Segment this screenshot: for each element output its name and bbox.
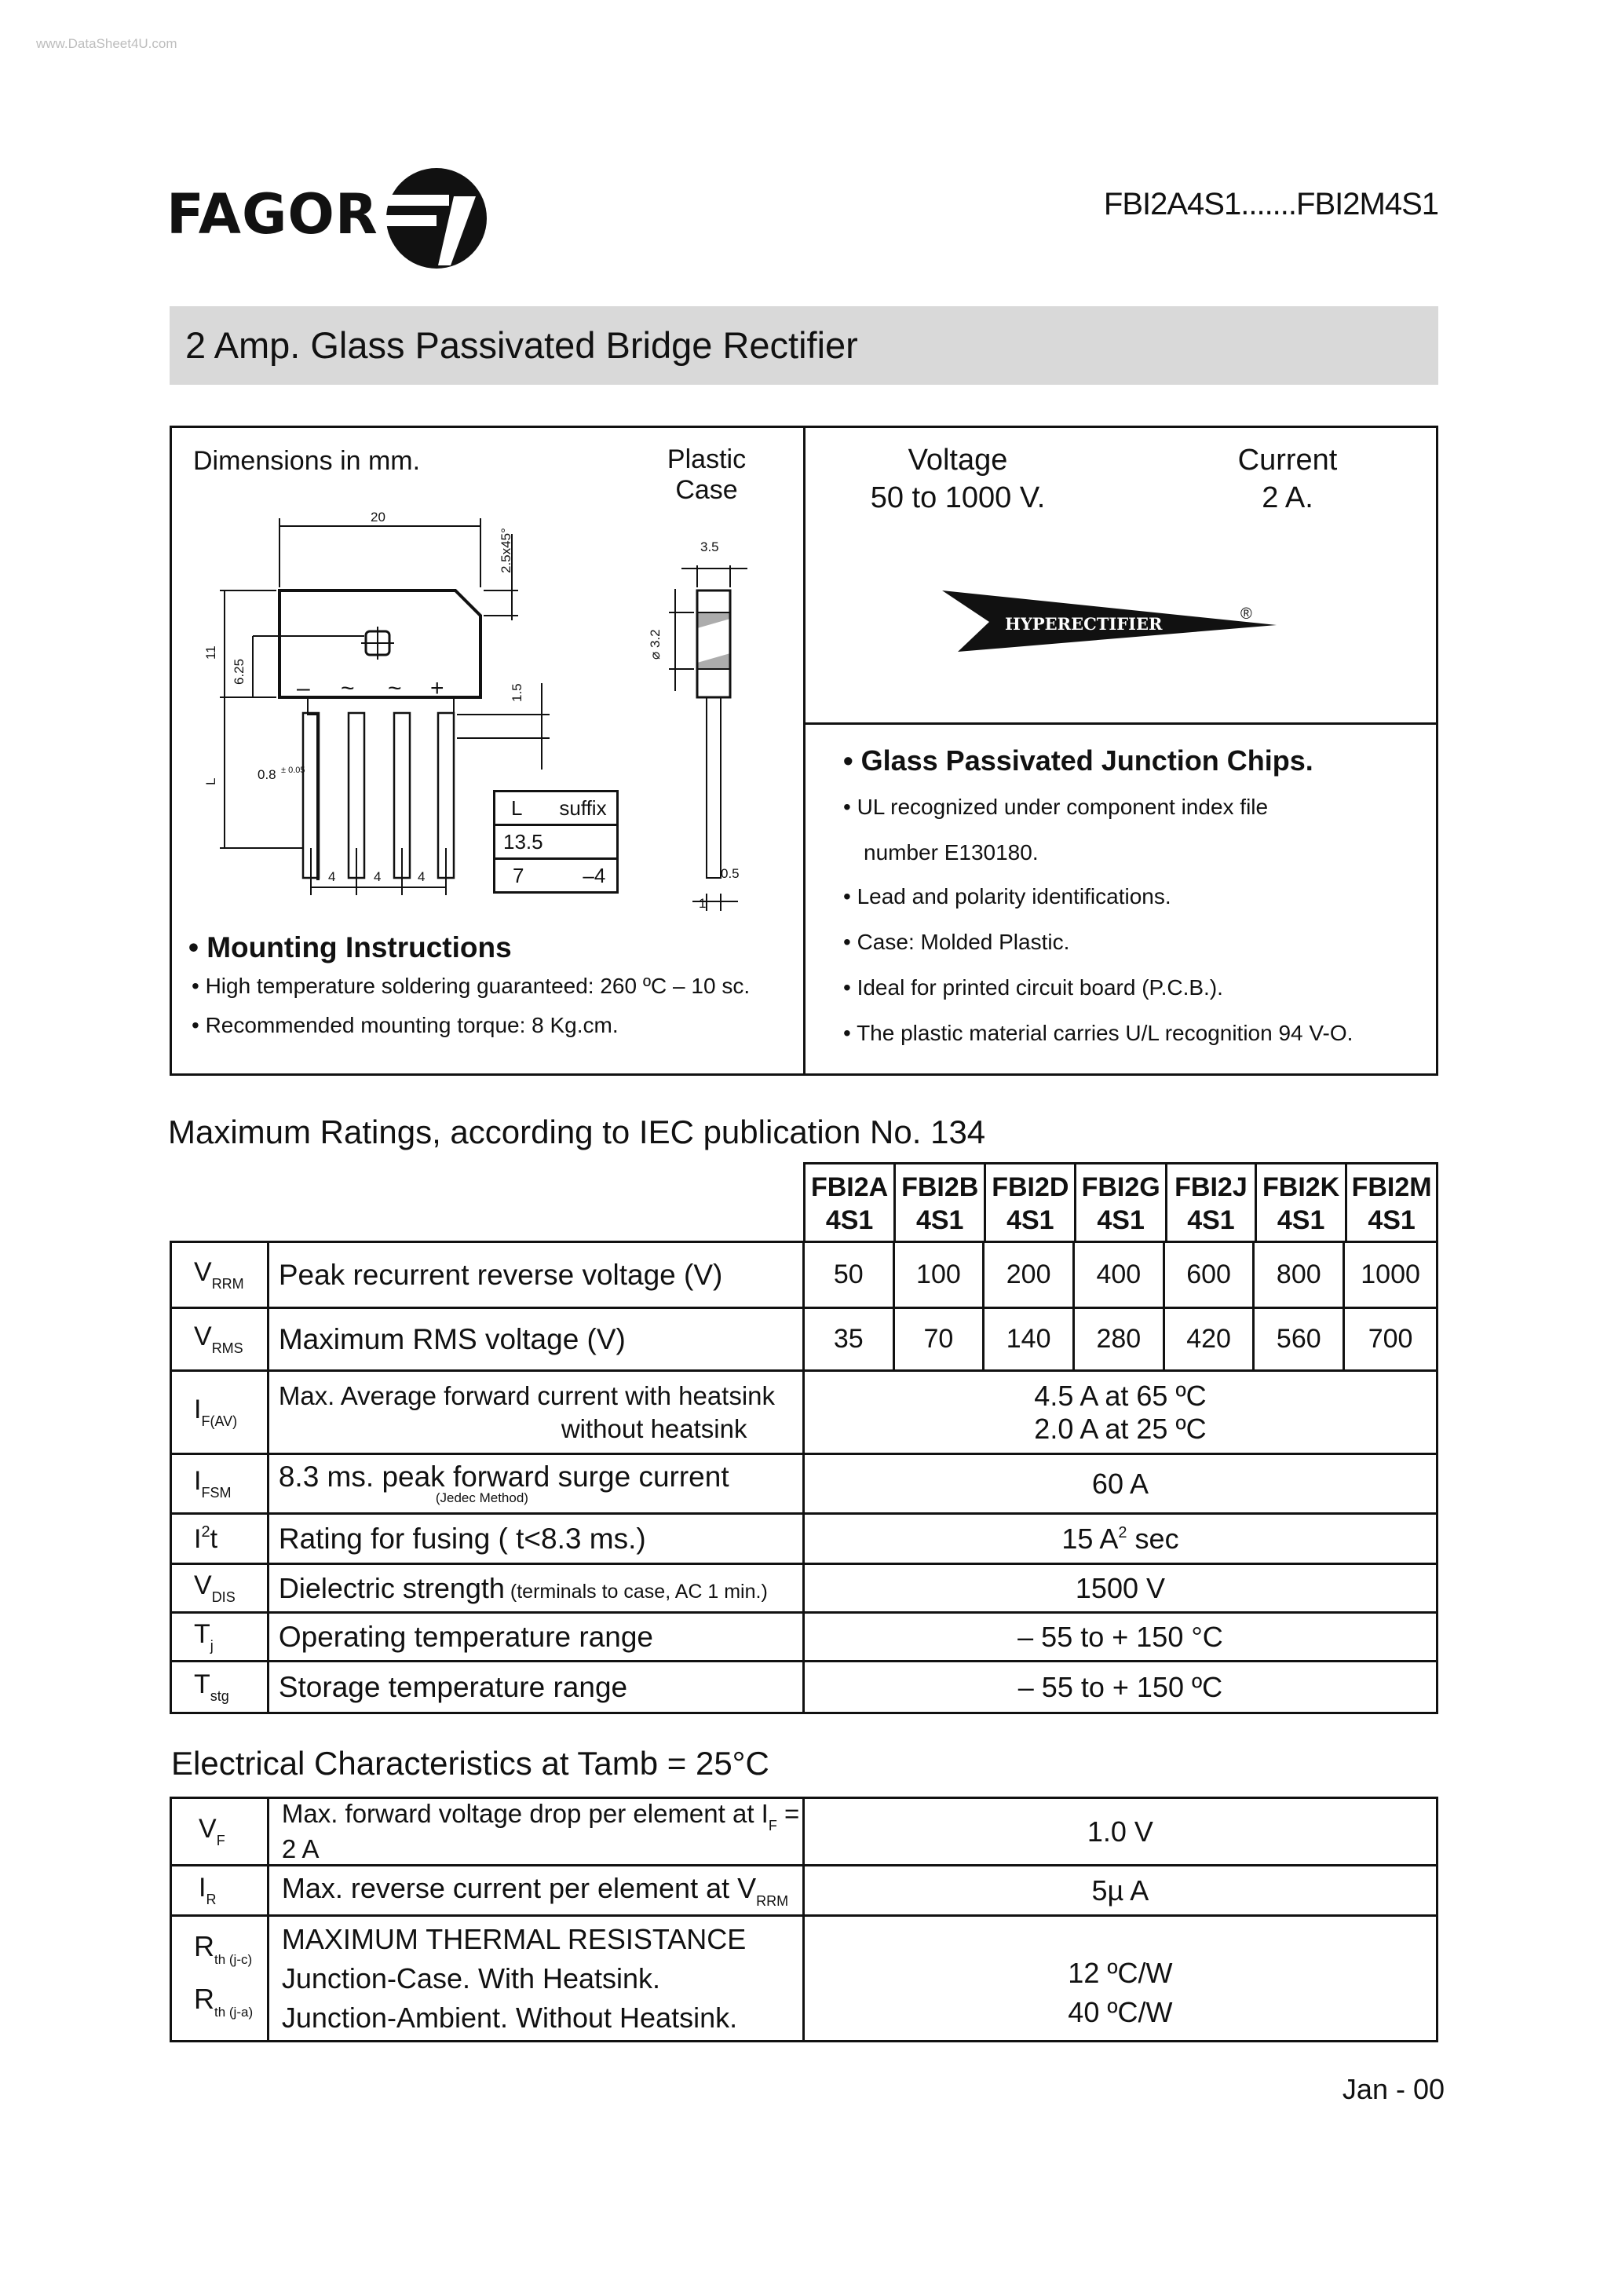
symbol-sub: stg: [210, 1688, 229, 1704]
row-vf: [171, 1798, 1438, 1866]
symbol-sup: 2: [201, 1523, 210, 1541]
registered-mark: ®: [1240, 605, 1252, 623]
description-line1: 8.3 ms. peak forward surge current: [278, 1460, 729, 1493]
column-header: [985, 1164, 1076, 1244]
symbol-sub: j: [210, 1638, 214, 1654]
column-header-line2: 4S1: [1368, 1205, 1416, 1235]
value-cell: 60 A: [803, 1454, 1437, 1514]
title-bar: [170, 306, 1438, 385]
description: [268, 1564, 803, 1613]
symbol-ja: [194, 1980, 267, 2032]
value-tail: sec: [1127, 1522, 1179, 1555]
symbol-main: V: [194, 1322, 212, 1351]
value-cell: [803, 1514, 1437, 1564]
symbol-main: R: [194, 1930, 214, 1962]
column-header-line1: FBI2D: [992, 1172, 1069, 1202]
symbol: [171, 1454, 269, 1514]
symbol: [171, 1662, 269, 1713]
dim-chamfer: 2.5x45°: [499, 528, 513, 573]
dim-hole: ⌀ 3.2: [648, 629, 663, 660]
symbol-main: V: [199, 1814, 217, 1844]
symbol: [171, 1371, 269, 1454]
case-label-line1: Plastic: [667, 444, 747, 474]
column-header: [1166, 1164, 1255, 1244]
thermal-jc-value: 12 ºC/W: [1068, 1957, 1173, 1989]
dim-lead: 0.8: [258, 767, 276, 782]
value-cell: – 55 to + 150 ºC: [803, 1662, 1437, 1713]
brand-logo-text: FAGOR: [166, 182, 378, 247]
symbol: [171, 1308, 269, 1371]
pin-plus-label: +: [430, 675, 444, 701]
thermal-ja: Junction-Ambient. Without Heatsink.: [281, 2001, 738, 2034]
dim-width: 20: [371, 510, 385, 525]
symbol-sub: RRM: [211, 1276, 244, 1292]
dim-side-width: 3.5: [700, 539, 719, 554]
column-header-line2: 4S1: [915, 1205, 964, 1235]
column-header: [1346, 1164, 1438, 1244]
value-cell: 400: [1073, 1242, 1164, 1308]
symbol-sub: F(AV): [201, 1413, 238, 1429]
description-main: Dielectric strength: [278, 1571, 505, 1604]
symbol-main: T: [194, 1619, 210, 1649]
mounting-heading: • Mounting Instructions: [188, 931, 512, 963]
value-cell: 560: [1254, 1308, 1344, 1371]
symbol-sub: th (j-a): [214, 2005, 254, 2020]
feature-item: • The plastic material carries U/L recognition 94 V-O.: [843, 1021, 1353, 1045]
column-header-line2: 4S1: [1006, 1205, 1054, 1235]
suffix-cell: 13.5: [495, 825, 552, 859]
badge-text: HYPERECTIFIER: [1005, 614, 1163, 634]
symbol-sub: DIS: [211, 1589, 236, 1605]
features-heading: • Glass Passivated Junction Chips.: [843, 744, 1313, 777]
row-ir: [171, 1866, 1438, 1916]
row-rth: [171, 1916, 1438, 2042]
symbol-sub: th (j-c): [214, 1952, 253, 1967]
value-cell: 70: [893, 1308, 984, 1371]
column-header-line1: FBI2B: [901, 1172, 979, 1202]
value-cell: 100: [893, 1242, 984, 1308]
column-header-line1: FBI2K: [1262, 1172, 1340, 1202]
row-ifsm: [171, 1454, 1438, 1514]
symbol: [171, 1916, 269, 2042]
description: [268, 1866, 803, 1916]
ratings-column-headers: [803, 1162, 1438, 1243]
description-main: Max. forward voltage drop per element at I: [281, 1799, 769, 1828]
row-vdis: [171, 1564, 1438, 1613]
value-cell: 420: [1164, 1308, 1254, 1371]
symbol-sub: RMS: [211, 1340, 243, 1356]
divider: [803, 722, 1438, 725]
value-cell: 1.0 V: [803, 1798, 1437, 1866]
row-vrms: [171, 1308, 1438, 1371]
value-cell: 200: [984, 1242, 1074, 1308]
symbol-main: V: [194, 1257, 212, 1287]
column-header-line2: 4S1: [1187, 1205, 1235, 1235]
value-cell: [803, 1916, 1437, 2042]
current-block: [1193, 441, 1382, 517]
feature-item: number E130180.: [864, 840, 1039, 865]
symbol-main: I: [194, 1523, 202, 1554]
description: [268, 1454, 803, 1514]
dim-gap: 1.5: [510, 683, 524, 702]
symbol-main: V: [194, 1570, 212, 1600]
row-vrrm: [171, 1242, 1438, 1308]
symbol: [171, 1242, 269, 1308]
symbol: [171, 1798, 269, 1866]
current-label: Current: [1237, 444, 1338, 477]
value-main: 15 A: [1061, 1522, 1119, 1555]
watermark: www.DataSheet4U.com: [36, 36, 177, 51]
mounting-item: • Recommended mounting torque: 8 Kg.cm.: [192, 1013, 619, 1037]
symbol-main: R: [194, 1983, 214, 2015]
value-cell: 1000: [1344, 1242, 1438, 1308]
dim-lead-tol: ± 0.05: [281, 766, 305, 775]
part-range: FBI2A4S1.......FBI2M4S1: [1103, 187, 1438, 221]
suffix-header-suffix: suffix: [551, 792, 617, 825]
description-line2: without heatsink: [561, 1413, 747, 1443]
electrical-title: Electrical Characteristics at Tamb = 25°C: [171, 1745, 769, 1782]
symbol: [171, 1613, 269, 1662]
row-tj: [171, 1613, 1438, 1662]
symbol-sub: R: [206, 1892, 217, 1907]
row-ifav: [171, 1371, 1438, 1454]
dim-lead-thickness: 0.5: [721, 866, 740, 881]
description-note: (Jedec Method): [435, 1490, 528, 1505]
description-sub: F: [768, 1818, 777, 1834]
dim-pitch1: 4: [328, 869, 336, 884]
symbol-main: I: [194, 1466, 202, 1496]
dim-pitch2: 4: [374, 869, 382, 884]
column-header-line1: FBI2A: [810, 1172, 889, 1202]
description: Maximum RMS voltage (V): [268, 1308, 803, 1371]
symbol-main: I: [199, 1873, 206, 1903]
pin-ac2-label: ~: [388, 675, 402, 701]
column-header-line1: FBI2J: [1174, 1172, 1248, 1202]
value-cell: 800: [1254, 1242, 1344, 1308]
description: [268, 1371, 803, 1454]
pin-ac1-label: ~: [341, 675, 355, 701]
footer-date: Jan - 00: [1342, 2073, 1445, 2105]
column-header-line1: FBI2G: [1081, 1172, 1160, 1202]
value-cell: – 55 to + 150 °C: [803, 1613, 1437, 1662]
symbol-sub: FSM: [201, 1485, 232, 1501]
description-line1: Max. Average forward current with heatsink: [278, 1380, 776, 1410]
value-cell: 5µ A: [803, 1866, 1437, 1916]
value-line2: 2.0 A at 25 ºC: [1034, 1412, 1207, 1445]
brand-logo-icon: [382, 165, 491, 272]
value-cell: 35: [803, 1308, 893, 1371]
current-value: 2 A.: [1262, 481, 1313, 514]
description: Rating for fusing ( t<8.3 ms.): [268, 1514, 803, 1564]
symbol: [171, 1866, 269, 1916]
feature-item: • Ideal for printed circuit board (P.C.B.).: [843, 975, 1223, 1000]
mounting-item: • High temperature soldering guaranteed: 260 ºC – 10 sc.: [192, 974, 751, 998]
column-header-line1: FBI2M: [1351, 1172, 1432, 1202]
case-label: [644, 444, 769, 506]
suffix-cell: –4: [551, 859, 617, 893]
description-tail: = 2 A: [281, 1799, 800, 1863]
description: Peak recurrent reverse voltage (V): [268, 1242, 803, 1308]
feature-item: • Lead and polarity identifications.: [843, 884, 1171, 909]
row-i2t: [171, 1514, 1438, 1564]
description-main: Max. reverse current per element at V: [281, 1871, 757, 1904]
value-cell: 50: [803, 1242, 893, 1308]
case-label-line2: Case: [675, 475, 738, 505]
value-cell: 600: [1164, 1242, 1254, 1308]
suffix-table: [493, 790, 619, 894]
value-cell: 140: [984, 1308, 1074, 1371]
description: [268, 1798, 803, 1866]
feature-item: • UL recognized under component index file: [843, 795, 1269, 819]
symbol-main: T: [194, 1669, 210, 1699]
description: [268, 1916, 803, 2042]
suffix-header-L: L: [495, 792, 552, 825]
voltage-block: [848, 441, 1068, 517]
suffix-cell: [551, 825, 617, 859]
row-tstg: [171, 1662, 1438, 1713]
value-cell: [803, 1371, 1437, 1454]
value-cell: 280: [1073, 1308, 1164, 1371]
dim-pin-width: 1: [699, 896, 707, 911]
symbol-tail: t: [210, 1523, 218, 1554]
symbol: [171, 1564, 269, 1613]
thermal-ja-value: 40 ºC/W: [1068, 1996, 1173, 2028]
pin-minus-label: –: [297, 675, 310, 701]
divider: [803, 426, 806, 1076]
description-sub: RRM: [756, 1892, 789, 1909]
dim-pitch3: 4: [418, 869, 426, 884]
value-line1: 4.5 A at 65 ºC: [1034, 1379, 1207, 1412]
max-ratings-table: [170, 1241, 1438, 1714]
dimensions-label: Dimensions in mm.: [193, 446, 421, 476]
value-cell: 700: [1344, 1308, 1438, 1371]
symbol-sub: F: [216, 1833, 225, 1848]
dim-h2: 6.25: [232, 658, 247, 685]
description: Operating temperature range: [268, 1613, 803, 1662]
voltage-label: Voltage: [908, 444, 1008, 477]
column-header: [805, 1164, 895, 1244]
symbol-jc: [194, 1927, 267, 1980]
column-header-line2: 4S1: [825, 1205, 874, 1235]
value-sup: 2: [1118, 1523, 1127, 1541]
column-header: [895, 1164, 985, 1244]
max-ratings-title: Maximum Ratings, according to IEC publication No. 134: [168, 1113, 986, 1150]
thermal-jc: Junction-Case. With Heatsink.: [281, 1961, 661, 1994]
symbol-main: I: [194, 1395, 202, 1424]
symbol: [171, 1514, 269, 1564]
value-cell: 1500 V: [803, 1564, 1437, 1613]
column-header-line2: 4S1: [1097, 1205, 1145, 1235]
page-title: 2 Amp. Glass Passivated Bridge Rectifier: [185, 324, 858, 366]
column-header-line2: 4S1: [1277, 1205, 1325, 1235]
description-small: (terminals to case, AC 1 min.): [504, 1580, 768, 1603]
dim-height: 11: [203, 645, 218, 660]
thermal-heading: MAXIMUM THERMAL RESISTANCE: [281, 1922, 747, 1955]
column-header: [1076, 1164, 1166, 1244]
feature-item: • Case: Molded Plastic.: [843, 930, 1070, 954]
hyperectifier-badge-icon: [939, 586, 1292, 656]
dim-L: L: [203, 777, 218, 785]
column-header: [1256, 1164, 1346, 1244]
suffix-cell: 7: [495, 859, 552, 893]
electrical-table: [170, 1797, 1438, 2042]
description: Storage temperature range: [268, 1662, 803, 1713]
voltage-value: 50 to 1000 V.: [870, 481, 1046, 514]
